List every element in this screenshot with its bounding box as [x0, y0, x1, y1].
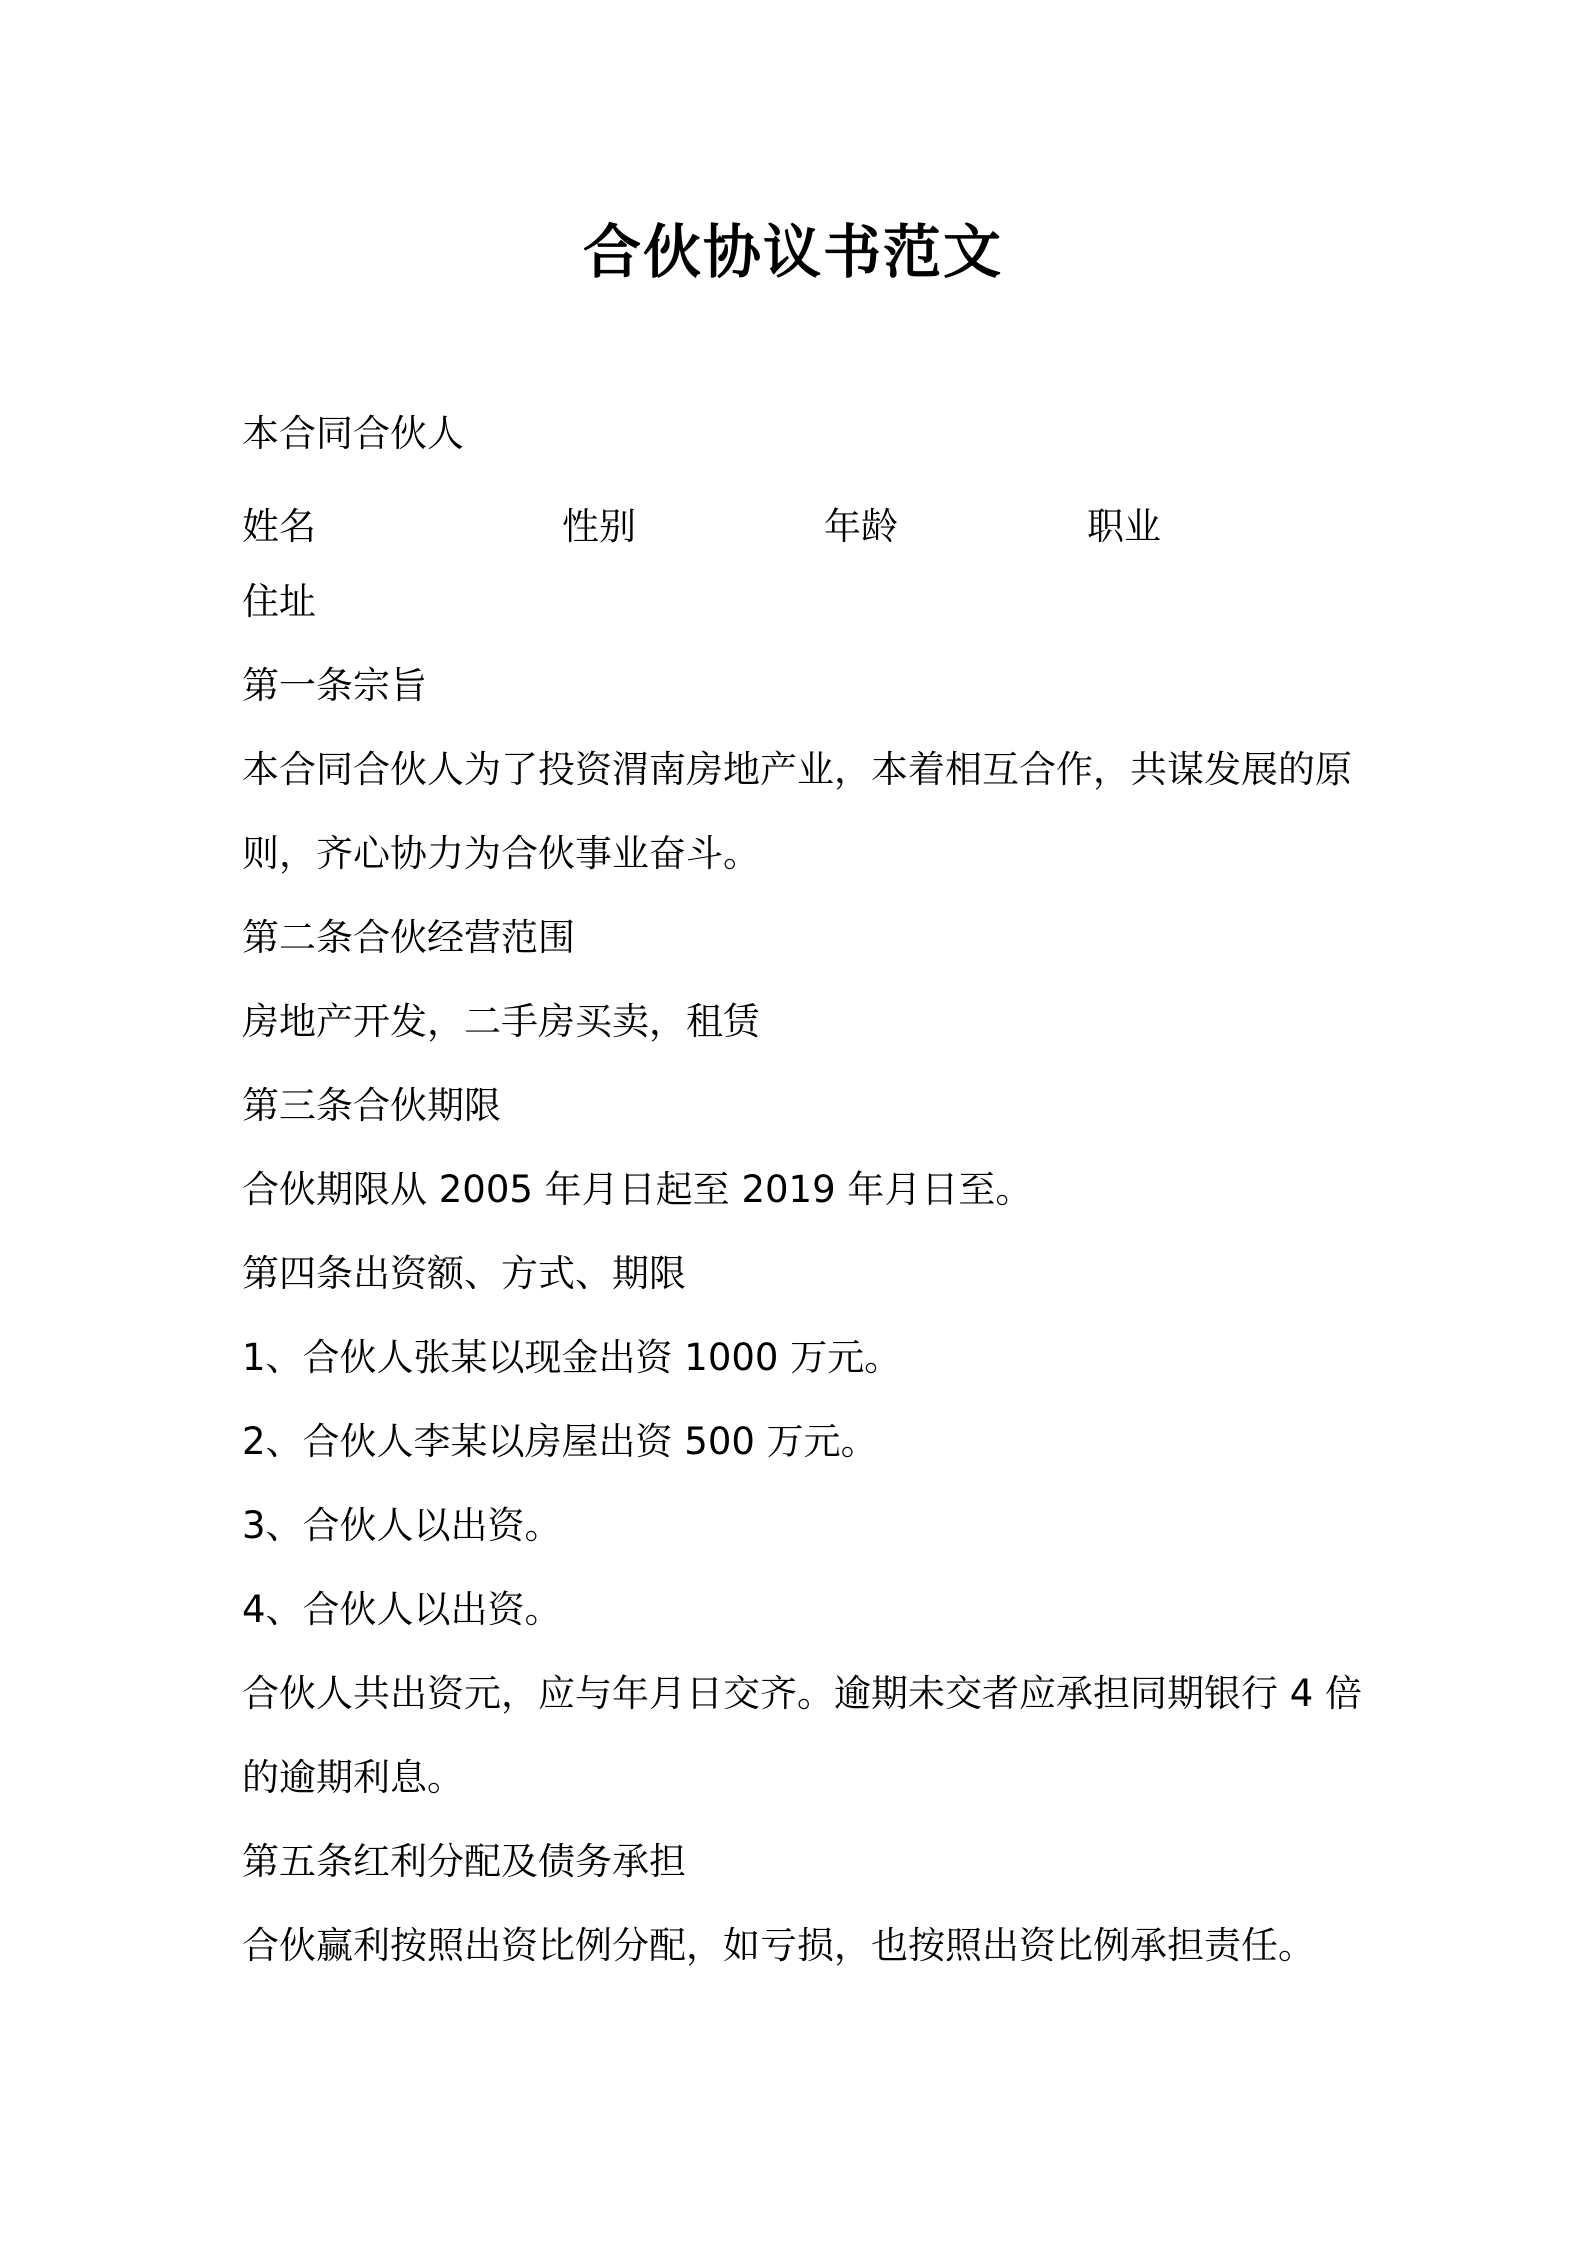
- article2-heading: 第二条合伙经营范围: [242, 916, 575, 959]
- article1-heading: 第一条宗旨: [242, 664, 427, 707]
- article5-heading: 第五条红利分配及债务承担: [242, 1840, 686, 1883]
- field-occupation-label: 职业: [1087, 505, 1161, 548]
- field-age-label: 年龄: [824, 505, 898, 548]
- field-gender-label: 性别: [562, 505, 636, 548]
- article5-text: 合伙赢利按照出资比例分配，如亏损，也按照出资比例承担责任。: [242, 1924, 1315, 1967]
- article2-text: 房地产开发，二手房买卖，租赁: [242, 1000, 760, 1043]
- partners-heading: 本合同合伙人: [242, 412, 464, 455]
- article3-heading: 第三条合伙期限: [242, 1084, 501, 1127]
- field-name-label: 姓名: [242, 505, 316, 548]
- article4-item: 4、合伙人以出资。: [242, 1588, 562, 1631]
- article4-item: 3、合伙人以出资。: [242, 1504, 562, 1547]
- article3-text: 合伙期限从 2005 年月日起至 2019 年月日至。: [242, 1168, 1033, 1211]
- document-title: 合伙协议书范文: [582, 218, 1003, 286]
- partner-fields-row: [242, 496, 1342, 546]
- article4-text-line1: 合伙人共出资元，应与年月日交齐。逾期未交者应承担同期银行 4 倍: [242, 1672, 1363, 1715]
- article4-item: 2、合伙人李某以房屋出资 500 万元。: [242, 1420, 878, 1463]
- address-label: 住址: [242, 580, 316, 623]
- article4-heading: 第四条出资额、方式、期限: [242, 1252, 686, 1295]
- article1-text-line2: 则，齐心协力为合伙事业奋斗。: [242, 832, 760, 875]
- article1-text-line1: 本合同合伙人为了投资渭南房地产业，本着相互合作，共谋发展的原: [242, 748, 1352, 791]
- article4-item: 1、合伙人张某以现金出资 1000 万元。: [242, 1336, 902, 1379]
- article4-text-line2: 的逾期利息。: [242, 1756, 464, 1799]
